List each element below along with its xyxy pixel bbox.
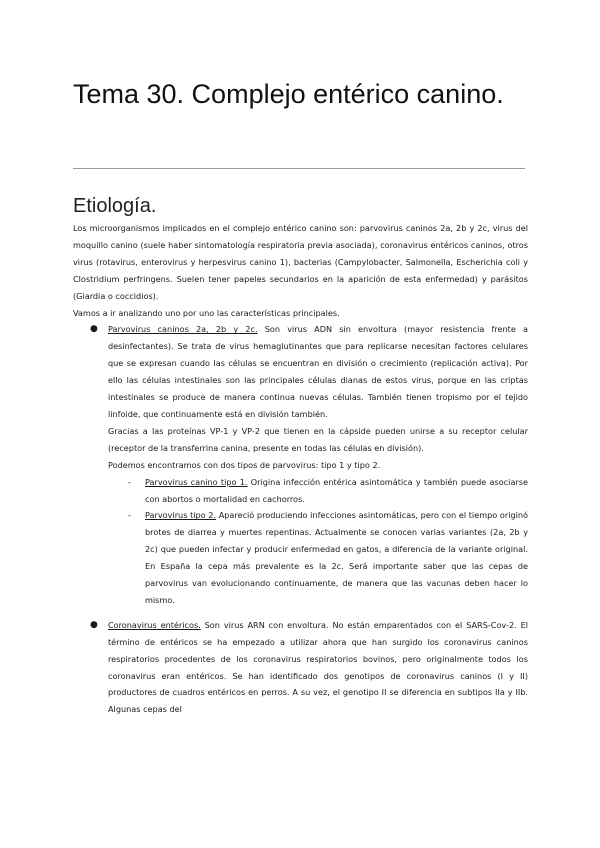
type-1-text: Origina infección entérica asintomática y también puede asociarse con abortos o mortalidad en cachorros.: [145, 476, 528, 504]
title-divider: [73, 168, 525, 169]
list-item-parvovirus-type-1: [108, 474, 528, 508]
coronavirus-paragraph: [108, 617, 528, 718]
dash-marker: -: [128, 510, 131, 521]
lead-paragraph: Vamos a ir analizando uno por uno las características principales.: [73, 307, 340, 318]
list-item-parvovirus: [73, 321, 528, 608]
dash-marker: -: [128, 476, 131, 487]
type-2-text: Apareció produciendo infecciones asintomáticas, pero con el tiempo originó brotes de diarrea y muertes repentinas. Actualmente se conocen varias variantes (2a, 2b y 2c) que pueden infectar y producir enfermedad en gatos, a diferencia de la variante original. En España la cepa más prevalente es la 2c. Será importante saber que las cepas de parvovirus van evolucionando continuamente, de manera que las vacunas deben hacer lo mismo.: [145, 510, 528, 605]
agent-list: [73, 321, 528, 718]
type-2-label: Parvovirus tipo 2.: [145, 510, 217, 521]
parvovirus-types-list: [108, 474, 528, 609]
page-title: Tema 30. Complejo entérico canino.: [73, 79, 504, 109]
coronavirus-text: Son virus ARN con envoltura. No están emparentados con el SARS-Cov-2. El término de entéricos se ha empezado a utilizar ahora que han surgido los coronavirus caninos respiratorios procedentes de los coronavirus respiratorios bovinos, pero originalmente todos los coronavirus eran entéricos. Se han identificado dos genotipos de coronavirus caninos (I y II) productores de cuadros entéricos en perros. A su vez, el genotipo II se diferencia en subtipos IIa y IIb. Algunas cepas del: [108, 619, 528, 715]
section-heading: Etiología.: [73, 195, 157, 217]
list-item-parvovirus-type-2: [108, 507, 528, 608]
parvovirus-paragraph: [108, 321, 528, 422]
bullet-icon: ●: [90, 324, 98, 335]
bullet-icon: ●: [90, 619, 98, 630]
list-item-coronavirus: [73, 617, 528, 718]
parvovirus-types-intro: Podemos encontramos con dos tipos de parvovirus: tipo 1 y tipo 2.: [108, 459, 381, 470]
parvovirus-proteins-paragraph: Gracias a las proteínas VP-1 y VP-2 que tienen en la cápside pueden unirse a su receptor celular (receptor de la transferrina canina, presente en todas las células en división).: [108, 425, 528, 453]
coronavirus-label: Coronavirus entéricos.: [108, 619, 201, 630]
parvovirus-text: Son virus ADN sin envoltura (mayor resistencia frente a desinfectantes). Se trata de virus hemaglutinantes que para replicarse necesitan factores celulares que se expresan cuando las células se encuentran en división o crecimiento (replicación activa). Por ello las células intestinales son las principales células dianas de estos virus, porque en las criptas intestinales se produce de manera continua nuevas células. También tienen tropismo por el tejido linfoide, que continuamente está en división también.: [108, 324, 528, 419]
type-1-label: Parvovirus canino tipo 1.: [145, 476, 248, 487]
intro-paragraph: Los microorganismos implicados en el complejo entérico canino son: parvovirus caninos 2a, 2b y 2c, virus del moquillo canino (suele haber sintomatología respiratoria previa asociada), coronavirus entéricos caninos, otros virus (rotavirus, enterovirus y herpesvirus canino 1), bacterias (Campylobacter, Salmonella, Escherichia coli y Clostridium perfringens. Suelen tener papeles secundarios en la aparición de esta enfermedad) y parásitos (Giardia o coccidios).: [73, 223, 528, 301]
document-body: [73, 220, 528, 718]
parvovirus-label: Parvovirus caninos 2a, 2b y 2c.: [108, 324, 258, 335]
